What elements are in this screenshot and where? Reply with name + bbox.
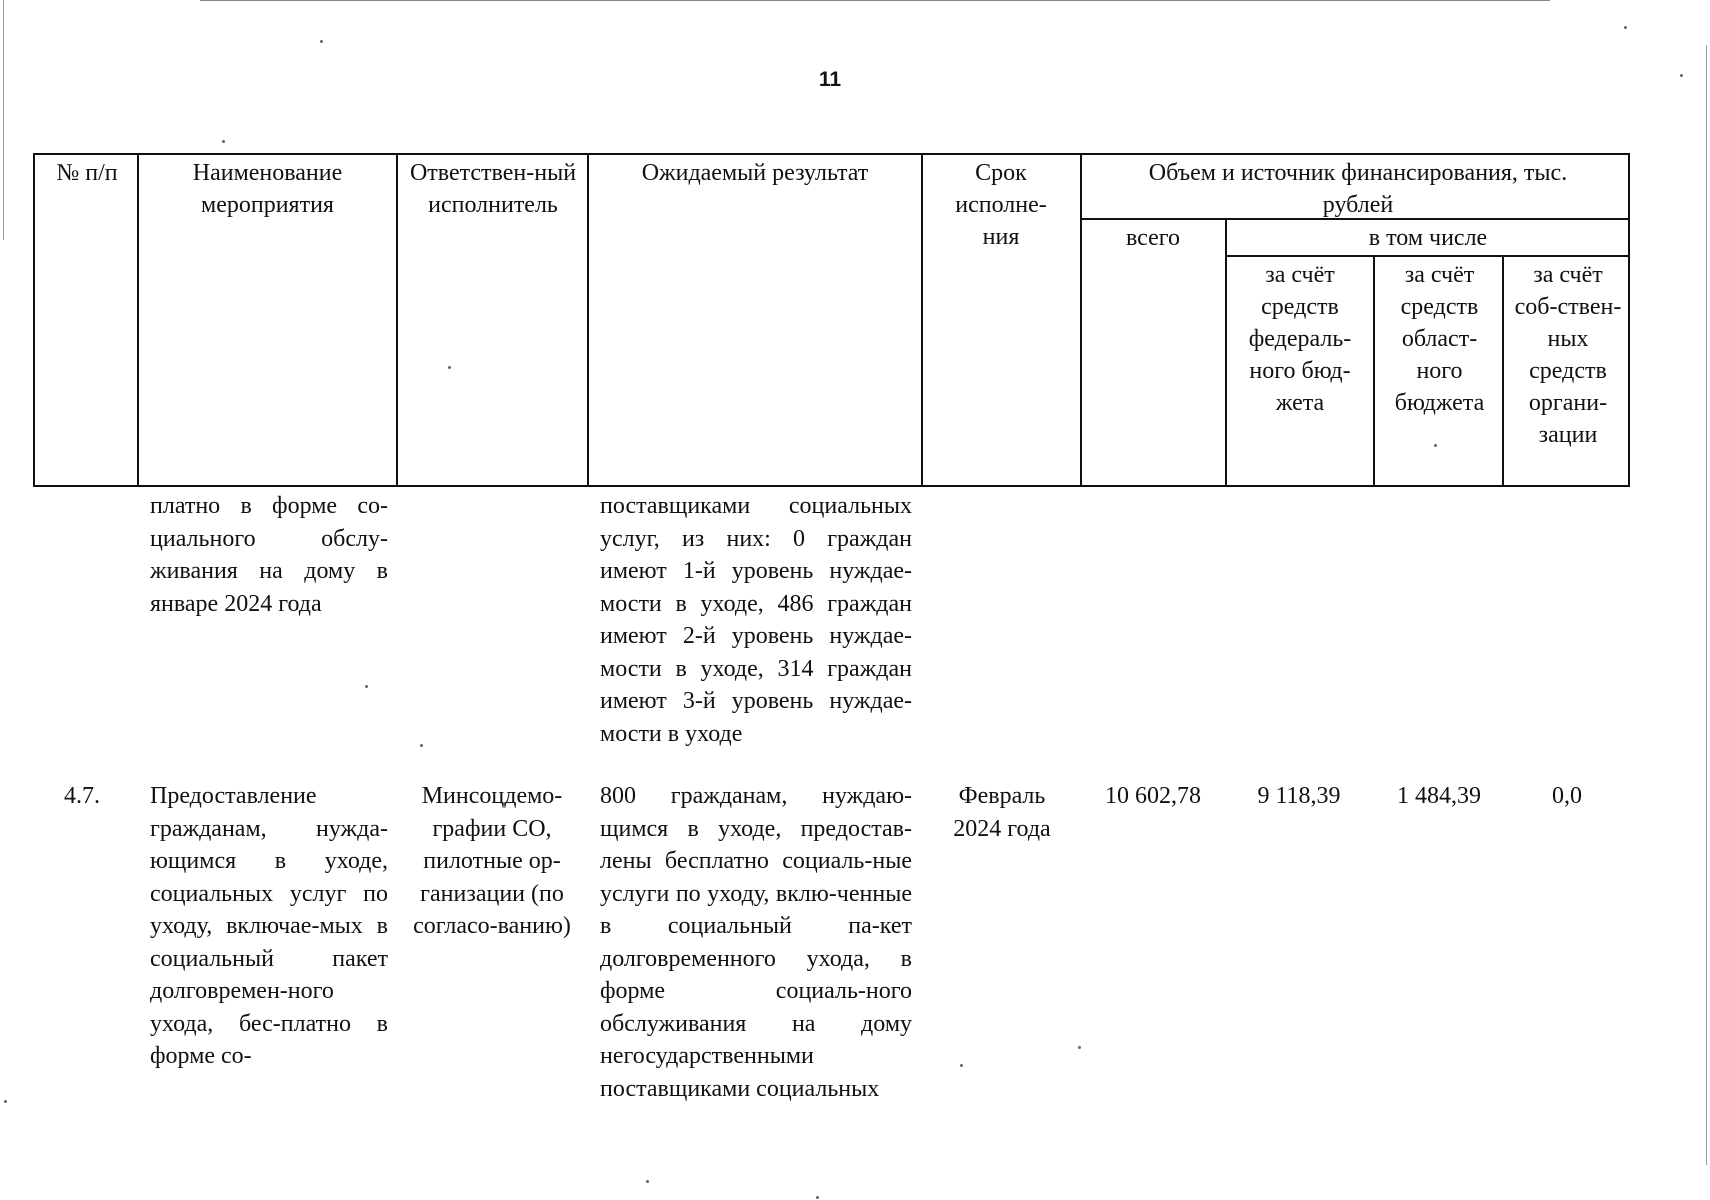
row-expected-result: 800 гражданам, нуждаю-щимся в уходе, предостав-лены бесплатно социаль-ные услуги по уходу, вклю-ченные в социальный па-кет долговременного ухода, в форме социаль-ного обслуживания на дому негосударственными поставщиками социальных (600, 783, 912, 1102)
scan-speck (1078, 1046, 1081, 1049)
row-regional-amount: 1 484,39 (1397, 783, 1481, 809)
scan-speck (320, 40, 323, 43)
header-including: в том числе (1368, 225, 1488, 251)
scan-speck (365, 685, 368, 688)
scan-speck (1680, 74, 1683, 77)
header-responsible: Ответствен-ный исполнитель (409, 160, 577, 218)
header-federal-budget: за счёт средств федераль-ного бюд-жета (1248, 262, 1352, 416)
header-funding: Объем и источник финансирования, тыс. рублей (1148, 160, 1568, 218)
scan-speck (960, 1064, 963, 1067)
scan-edge-left (3, 0, 4, 240)
header-deadline: Срок исполне-ния (955, 160, 1047, 250)
header-expected-result: Ожидаемый результат (641, 160, 869, 186)
scan-speck (222, 140, 225, 143)
continued-event-name: платно в форме со-циального обслу-живания на дому в январе 2024 года (150, 493, 388, 617)
scan-speck (646, 1180, 649, 1183)
scan-speck (816, 1196, 819, 1199)
row-responsible: Минсоцдемо-графии СО, пилотные ор-ганизации (по согласо-ванию) (413, 783, 571, 939)
header-event-name: Наименование мероприятия (192, 160, 343, 218)
header-own-funds: за счёт соб-ствен-ных средств органи-зации (1514, 262, 1622, 448)
scan-speck (4, 1100, 7, 1103)
row-federal-amount: 9 118,39 (1257, 783, 1341, 809)
continued-expected-result: поставщиками социальных услуг, из них: 0 граждан имеют 1-й уровень нуждае-мости в уходе, 486 граждан имеют 2-й уровень нуждае-мости в уходе, 314 граждан имеют 3-й уровень нуждае-мости в уходе (600, 493, 912, 747)
row-number: 4.7. (64, 783, 100, 809)
scan-speck (1624, 26, 1627, 29)
scan-edge-top (200, 0, 1550, 1)
header-number: № п/п (56, 160, 118, 186)
row-event-name: Предоставление гражданам, нужда-ющимся в уходе, социальных услуг по уходу, включае-мых в социальный пакет долговремен-ного ухода, бес-платно в форме со- (150, 783, 388, 1069)
row-deadline: Февраль 2024 года (953, 783, 1051, 842)
header-regional-budget: за счёт средств област-ного бюджета (1394, 262, 1485, 416)
page-number: 11 (818, 68, 842, 91)
header-total: всего (1125, 225, 1181, 251)
scan-edge-right (1706, 45, 1707, 1165)
scan-speck (448, 366, 451, 369)
row-own-amount: 0,0 (1552, 783, 1582, 809)
row-total-amount: 10 602,78 (1105, 783, 1201, 809)
scan-speck (420, 744, 423, 747)
scan-speck (1434, 444, 1437, 447)
